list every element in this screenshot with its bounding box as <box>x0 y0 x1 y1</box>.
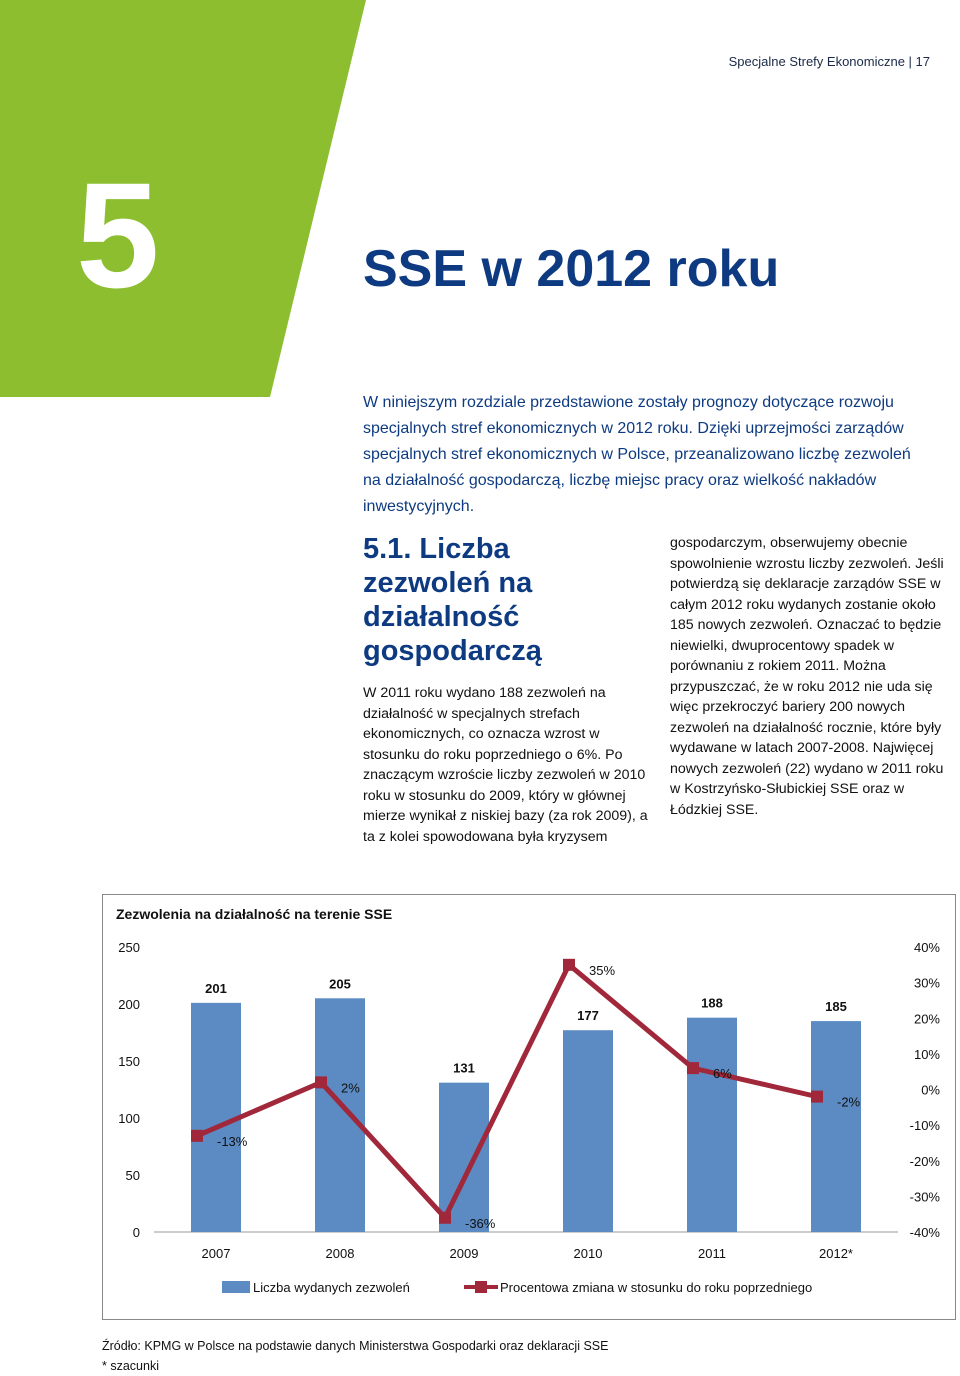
bar <box>315 998 365 1232</box>
bar-value-label: 131 <box>453 1060 475 1076</box>
x-tick-label: 2007 <box>201 1246 231 1261</box>
footnote-estimates: * szacunki <box>102 1359 159 1373</box>
bar <box>811 1021 861 1232</box>
bar <box>687 1018 737 1232</box>
line-point-label: -36% <box>465 1215 496 1231</box>
legend-swatch-line-marker <box>475 1281 487 1293</box>
body-column-right: gospodarczym, obserwujemy obecnie spowolnienie wzrostu liczby zezwoleń. Jeśli potwierdzą się deklaracje zarządów SSE w całym 2012 roku wydanych zostanie około 185 nowych zezwoleń. Oznaczać to będzie niewielki, dwuprocentowy spadek w porównaniu z rokiem 2011. Można przypuszczać, że w roku 2012 nie uda się więc przekroczyć bariery 200 nowych zezwoleń na działalność rocznie, które były wydawane w latach 2007-2008. Najwięcej nowych zezwoleń (22) wydano w 2011 roku w Kostrzyńsko-Słubickiej SSE oraz w Łódzkiej SSE. <box>670 535 944 818</box>
y-right-tick-label: -20% <box>909 1153 940 1169</box>
y-left-tick-label: 0 <box>132 1225 140 1240</box>
line-point-marker <box>563 959 575 971</box>
chart-title: Zezwolenia na działalność na terenie SSE <box>116 906 393 922</box>
chapter-number: 5 <box>76 151 160 319</box>
y-left-tick-label: 150 <box>118 1054 140 1069</box>
bar-value-label: 185 <box>825 999 847 1015</box>
y-right-tick-label: -30% <box>909 1189 940 1205</box>
y-right-tick-label: -10% <box>909 1118 940 1134</box>
bar-value-label: 177 <box>577 1008 599 1024</box>
legend-swatch-bars <box>222 1281 250 1293</box>
line-point-label: 6% <box>713 1066 732 1082</box>
y-left-tick-label: 200 <box>118 997 140 1012</box>
line-point-label: 35% <box>589 962 616 978</box>
bar <box>563 1030 613 1232</box>
bar-value-label: 188 <box>701 995 723 1011</box>
body-column-left: W 2011 roku wydano 188 zezwoleń na działalność w specjalnych strefach ekonomicznych, co oznacza wzrost w stosunku do roku poprzedniego o 6%. Po znaczącym wzroście liczby zezwoleń w 2010 roku w stosunku do 2009, który w głównej mierze wynikał z niskiej bazy (za rok 2009), a ta z kolei spowodowana była kryzysem <box>363 685 648 845</box>
intro-paragraph: W niniejszym rozdziale przedstawione zostały prognozy dotyczące rozwoju specjalnych stref ekonomicznych w 2012 roku. Dzięki uprzejmości zarządów specjalnych stref ekonomicznych w Polsce, przeanalizowano liczbę zezwoleń na działalność gospodarczą, liczbę miejsc pracy oraz wielkość nakładów inwestycyjnych. <box>363 394 911 515</box>
source-note <box>102 1336 608 1376</box>
x-tick-label: 2008 <box>325 1246 355 1261</box>
chapter-title: SSE w 2012 roku <box>363 240 780 298</box>
x-tick-label: 2011 <box>698 1246 726 1261</box>
line-point-marker <box>439 1212 451 1224</box>
y-right-tick-label: 40% <box>913 940 940 955</box>
running-header: Specjalne Strefy Ekonomiczne | 17 <box>728 54 930 69</box>
line-point-marker <box>811 1091 823 1103</box>
y-left-tick-label: 100 <box>118 1111 140 1126</box>
legend-label-bars: Liczba wydanych zezwoleń <box>253 1280 410 1295</box>
line-point-label: 2% <box>341 1080 360 1096</box>
y-right-tick-label: 30% <box>913 975 940 991</box>
source-text: Źródło: KPMG w Polsce na podstawie danych Ministerstwa Gospodarki oraz deklaracji SSE <box>102 1339 609 1353</box>
bar-value-label: 205 <box>329 976 351 992</box>
line-point-marker <box>191 1130 203 1142</box>
line-point-label: -13% <box>217 1133 248 1149</box>
bar-value-label: 201 <box>205 980 227 996</box>
section-title: 5.1. Liczba zezwoleń na działalność gospodarczą <box>363 533 542 667</box>
y-right-tick-label: 20% <box>913 1011 940 1027</box>
x-tick-label: 2012* <box>819 1246 853 1261</box>
legend-label-line: Procentowa zmiana w stosunku do roku poprzedniego <box>500 1280 813 1295</box>
y-right-tick-label: -40% <box>909 1225 940 1240</box>
line-point-marker <box>687 1062 699 1074</box>
y-left-tick-label: 50 <box>125 1168 140 1183</box>
x-tick-label: 2009 <box>449 1246 479 1261</box>
y-right-tick-label: 0% <box>921 1082 940 1098</box>
y-right-tick-label: 10% <box>913 1046 940 1062</box>
line-point-label: -2% <box>837 1094 861 1110</box>
y-left-tick-label: 250 <box>118 940 140 955</box>
line-point-marker <box>315 1076 327 1088</box>
x-tick-label: 2010 <box>573 1246 603 1261</box>
